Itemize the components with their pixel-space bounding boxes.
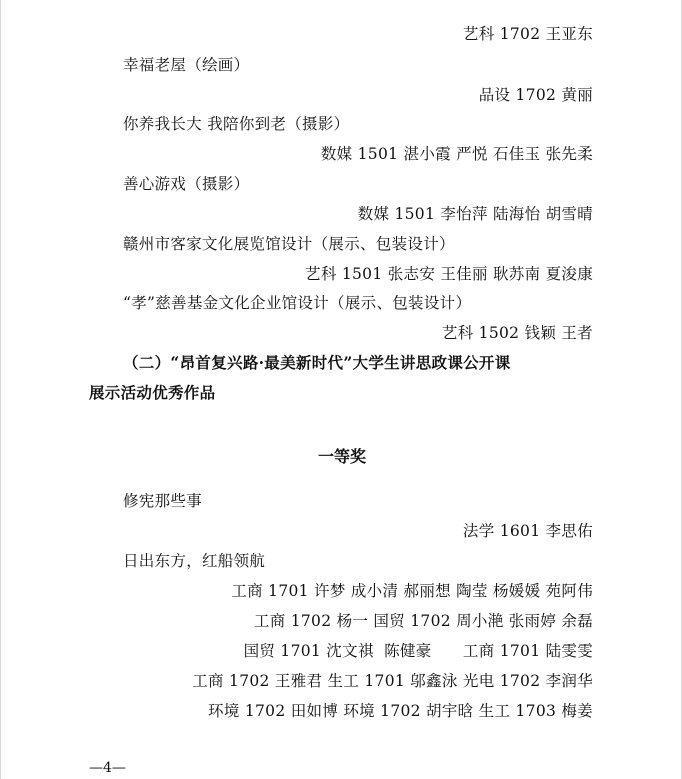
section-heading-continued: 展示活动优秀作品 <box>89 383 216 402</box>
author-line: 数媒 1501 李怡萍 陆海怡 胡雪晴 <box>357 205 593 223</box>
author-line: 工商 1702 杨一 国贸 1702 周小滟 张雨婷 余磊 <box>253 612 593 630</box>
author-line: 艺科 1501 张志安 王佳丽 耿苏南 夏浚康 <box>305 265 593 283</box>
author-line: 工商 1702 王雅君 生工 1701 邬鑫泳 光电 1702 李润华 <box>192 672 593 690</box>
work-title: 修宪那些事 <box>123 492 203 510</box>
author-line: 国贸 1701 沈文祺 陈健豪 工商 1701 陆雯雯 <box>243 642 593 660</box>
author-line: 工商 1701 许梦 成小清 郝丽想 陶莹 杨媛媛 苑阿伟 <box>231 582 593 600</box>
work-title: 幸福老屋（绘画） <box>123 56 250 74</box>
author-line: 法学 1601 李思佑 <box>462 522 593 540</box>
work-title: 日出东方，红船领航 <box>123 552 266 570</box>
author-line: 艺科 1702 王亚东 <box>462 25 593 43</box>
award-level-title: 一等奖 <box>317 447 366 466</box>
work-title: “孝”慈善基金文化企业馆设计（展示、包装设计） <box>123 294 472 312</box>
section-heading: （二）“昂首复兴路·最美新时代”大学生讲思政课公开课 <box>123 353 511 372</box>
author-line: 艺科 1502 钱颖 王者 <box>441 324 593 342</box>
author-line: 数媒 1501 湛小霞 严悦 石佳玉 张先柔 <box>320 145 593 163</box>
author-line: 品设 1702 黄丽 <box>478 86 593 104</box>
work-title: 善心游戏（摄影） <box>123 175 250 193</box>
page-number: —4— <box>89 760 126 776</box>
work-title: 你养我长大 我陪你到老（摄影） <box>123 115 350 133</box>
work-title: 赣州市客家文化展览馆设计（展示、包装设计） <box>123 235 455 253</box>
author-line: 环境 1702 田如博 环境 1702 胡宇晗 生工 1703 梅姜 <box>208 702 593 720</box>
